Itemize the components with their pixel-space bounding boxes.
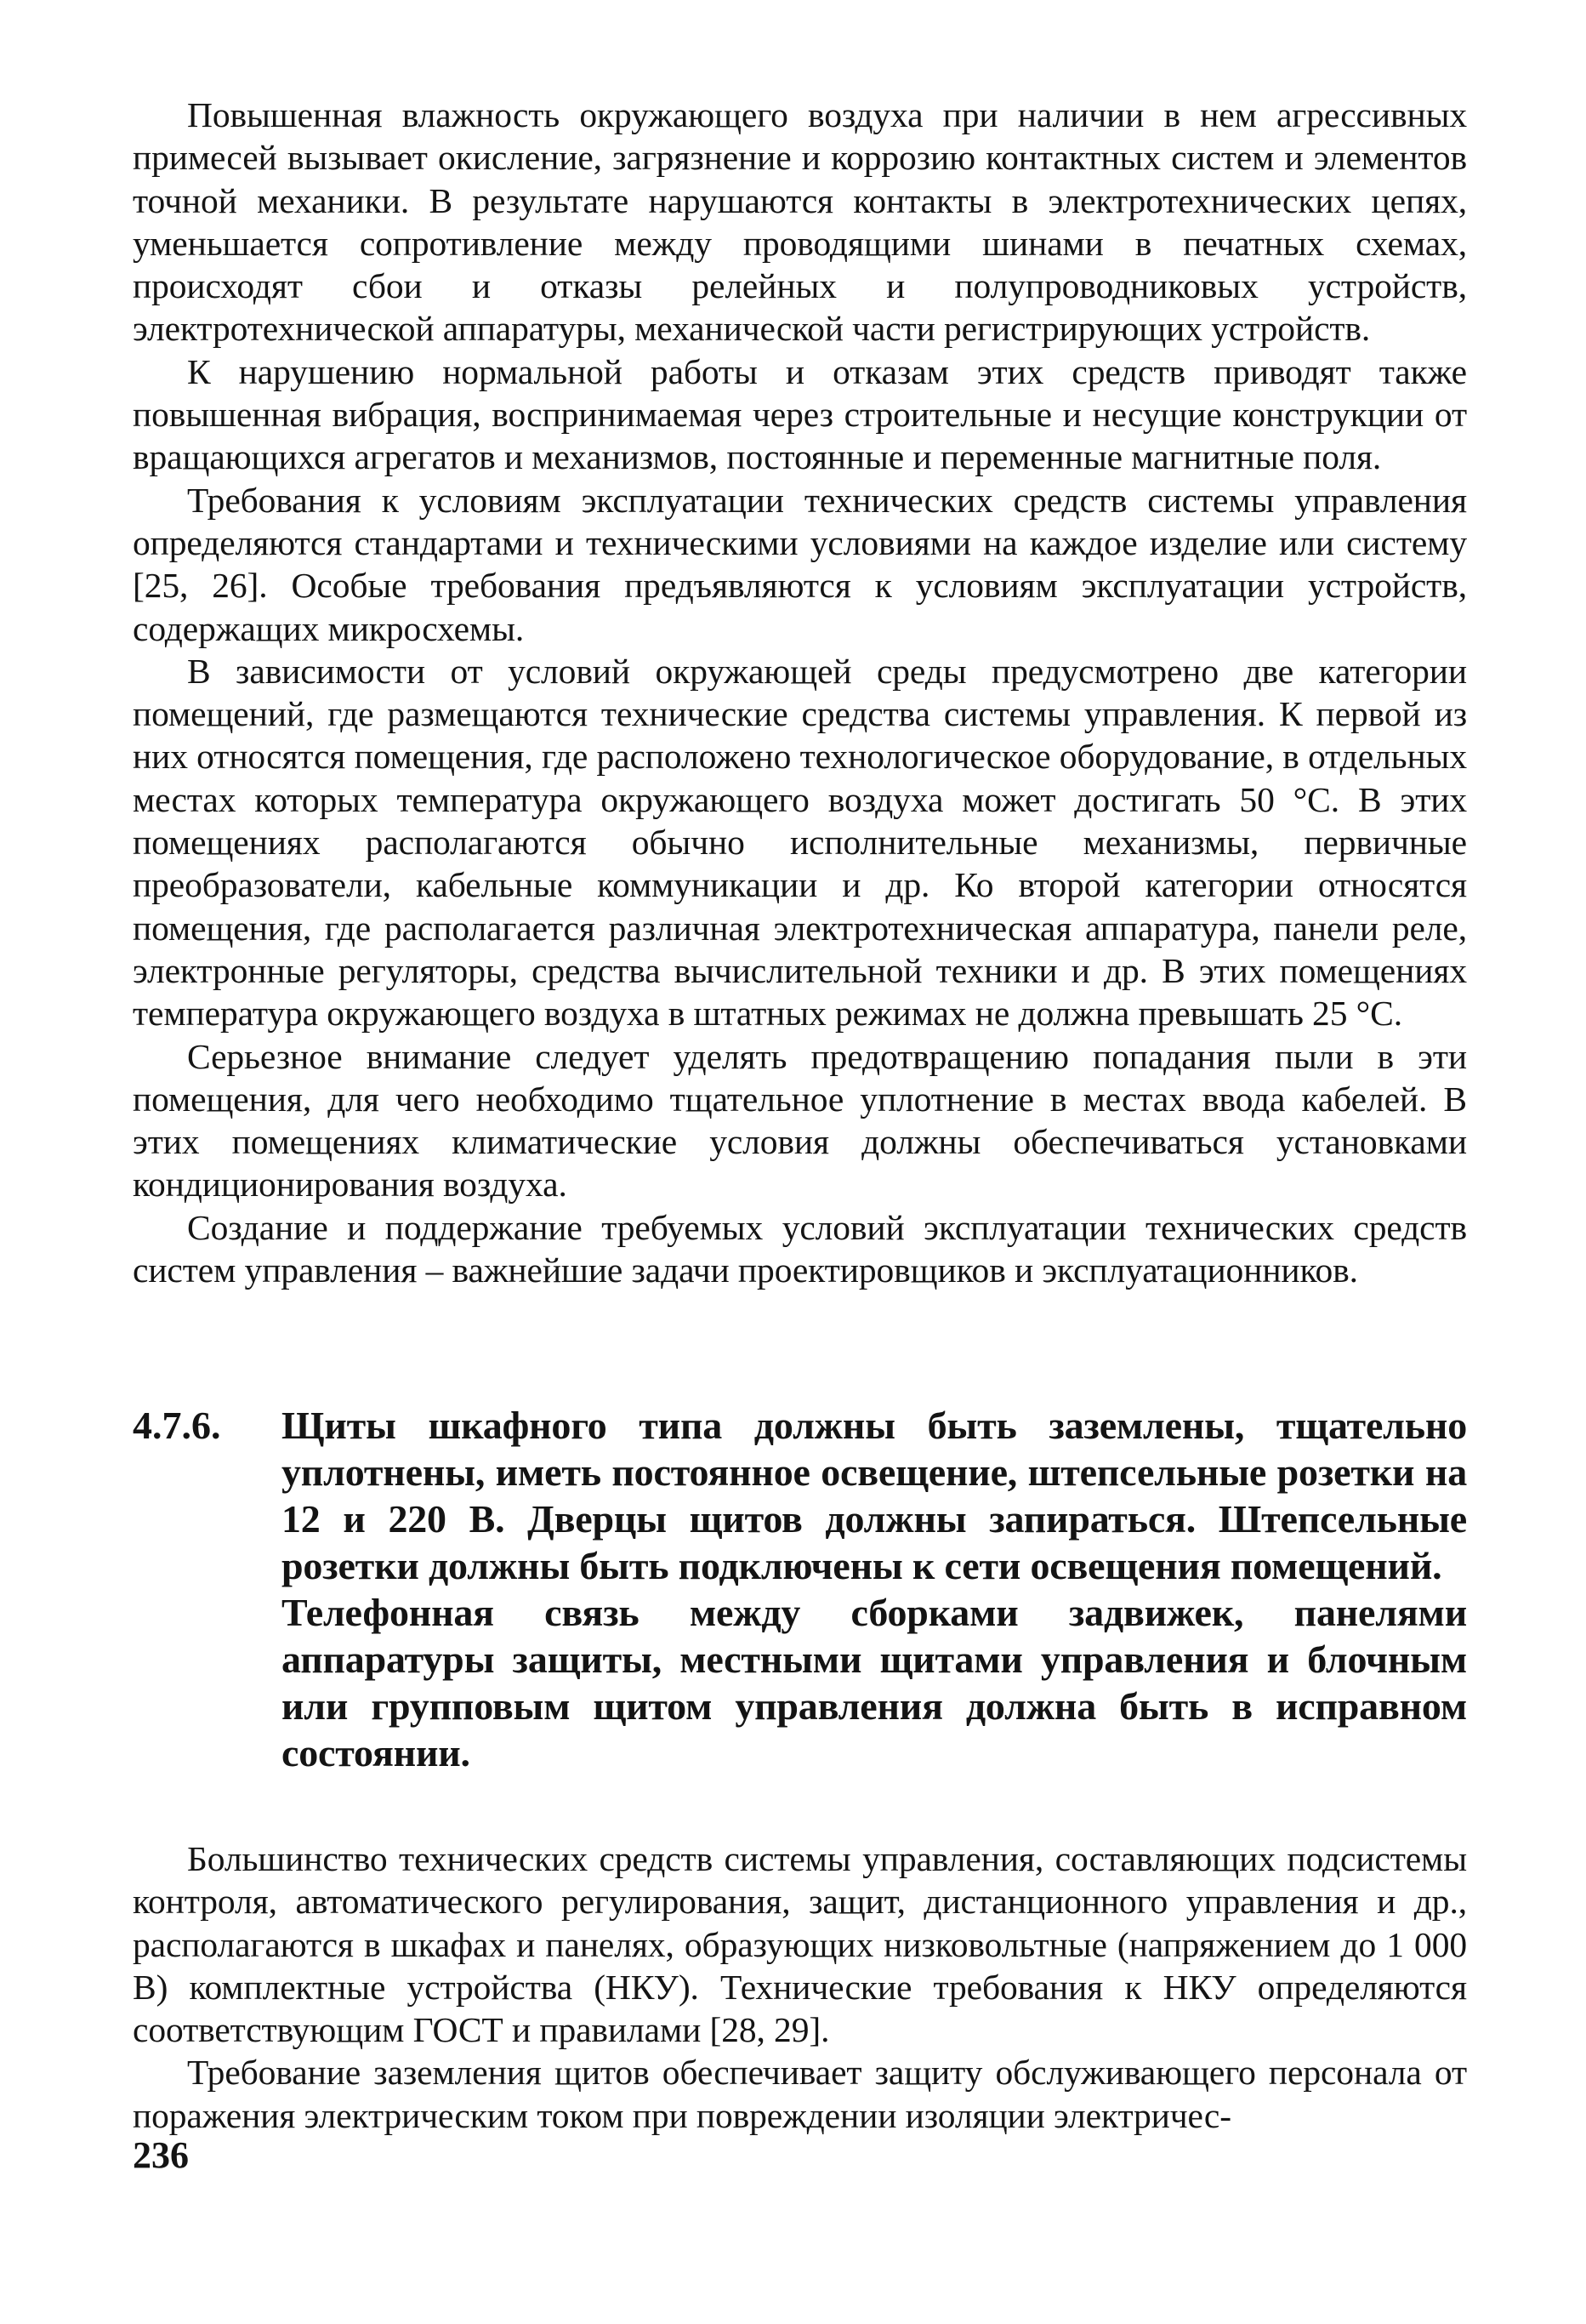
page-number: 236 (133, 2134, 189, 2176)
section-paragraph: Телефонная связь между сборками задвижек, панелями аппаратуры защиты, местными щитами управления и блочным или групповым щитом управления должна быть в исправном состоянии. (281, 1591, 1467, 1774)
paragraph: Большинство технических средств системы управления, составляющих подсистемы контроля, автоматического регулирования, защит, дистанционного управления и др., располагаются в шкафах и панелях, образующих низковольтные (напряжением до 1 000 В) комплектные устройства (НКУ). Технические требования к НКУ определяются соответствующим ГОСТ и правилами [28, 29]. (133, 1839, 1467, 2050)
section-body (281, 1402, 1467, 1776)
paragraph: К нарушению нормальной работы и отказам этих средств приводят также повышенная вибрация, воспринимаемая через строительные и несущие конструкции от вращающихся агрегатов и механизмов, постоянные и переменные магнитные поля. (133, 351, 1467, 477)
paragraph: Повышенная влажность окружающего воздуха при наличии в нем агрессивных примесей вызывает окисление, загрязнение и коррозию контактных систем и элементов точной механики. В результате нарушаются контакты в электротехнических цепях, уменьшается сопротивление между проводящими шинами в печатных схемах, происходят сбои и отказы релейных и полупроводниковых устройств, электротехнической аппаратуры, механической части регистрирующих устройств. (133, 95, 1467, 349)
paragraph: Серьезное внимание следует уделять предотвращению попадания пыли в эти помещения, для чего необходимо тщательное уплотнение в местах ввода кабелей. В этих помещениях климатические условия должны обеспечиваться установками кондиционирования воздуха. (133, 1036, 1467, 1205)
paragraph: В зависимости от условий окружающей среды предусмотрено две категории помещений, где размещаются технические средства системы управления. К первой из них относятся помещения, где расположено технологическое оборудование, в отдельных местах которых температура окружающего воздуха может достигать 50 °С. В этих помещениях располагаются обычно исполнительные механизмы, первичные преобразователи, кабельные коммуникации и др. Ко второй категории относятся помещения, где располагается различная электротехническая аппаратура, панели реле, электронные регуляторы, средства вычислительной техники и др. В этих помещениях температура окружающего воздуха в штатных режимах не должна превышать 25 °С. (133, 651, 1467, 1034)
paragraph: Требования к условиям эксплуатации технических средств системы управления определяются стандартами и техническими условиями на каждое изделие или систему [25, 26]. Особые требования предъявляются к условиям эксплуатации устройств, содержащих микросхемы. (133, 480, 1467, 648)
paragraph: Требование заземления щитов обеспечивает защиту обслуживающего персонала от поражения электрическим током при повреждении изоляции электричес- (133, 2053, 1467, 2135)
body-text-top (133, 94, 1467, 1291)
body-text-bottom (133, 1837, 1467, 2137)
section-number: 4.7.6. (133, 1404, 221, 1447)
section-paragraph: Щиты шкафного типа должны быть заземлены, тщательно уплотнены, иметь постоянное освещение, штепсельные розетки на 12 и 220 В. Дверцы щитов должны запираться. Штепсельные розетки должны быть подключены к сети освещения помещений. (281, 1404, 1467, 1587)
paragraph: Создание и поддержание требуемых условий эксплуатации технических средств систем управления – важнейшие задачи проектировщиков и эксплуатационников. (133, 1207, 1467, 1290)
